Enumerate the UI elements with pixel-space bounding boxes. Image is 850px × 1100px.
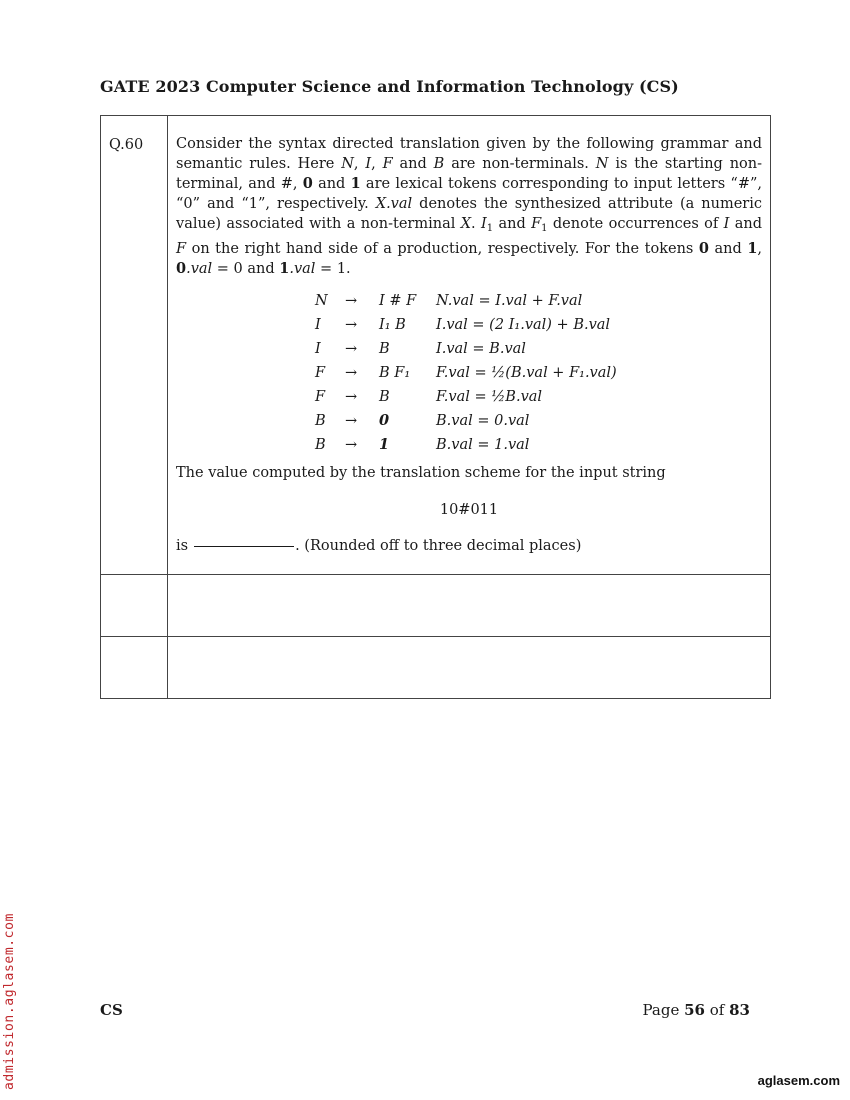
rule-row: F → B F₁ F.val = ½(B.val + F₁.val) <box>315 365 617 381</box>
answer-blank <box>194 546 294 547</box>
question-number: Q.60 <box>101 116 168 575</box>
footer-paper-code: CS <box>100 1001 123 1019</box>
rule-row: B → 1 B.val = 1.val <box>315 436 530 453</box>
rule-row: I → B I.val = B.val <box>315 341 526 357</box>
answer-line <box>176 536 762 556</box>
brand-text: aglasem.com <box>757 1073 840 1088</box>
rule-row: I → I₁ B I.val = (2 I₁.val) + B.val <box>315 317 611 333</box>
answer-suffix: . (Rounded off to three decimal places) <box>295 538 582 554</box>
watermark-text: admission.aglasem.com <box>2 913 17 1090</box>
empty-row <box>101 575 771 637</box>
input-string: 10#011 <box>439 502 499 518</box>
question-prompt: The value computed by the translation scheme for the input string <box>176 465 666 481</box>
rule-row: F → B F.val = ½B.val <box>315 389 543 405</box>
footer-page-number: Page 56 of 83 <box>642 1001 750 1019</box>
empty-row <box>101 637 771 699</box>
rule-row: N → I # F N.val = I.val + F.val <box>315 293 583 309</box>
question-table <box>100 115 771 699</box>
grammar-rules <box>315 289 617 457</box>
rule-row: B → 0 B.val = 0.val <box>315 412 530 429</box>
question-body <box>168 116 771 575</box>
question-intro: Consider the syntax directed translation given by the following grammar and semantic rules. Here N, I, F and B are non-terminals. N is the starting non-terminal, and #, 0 and 1 are lexical tokens corresponding to input letters “#”, “0” and “1”, respectively. X.val denotes the synthesized attribute (a numeric value) associated with a non-terminal X. $I_1$ and $F_1$ denote occurrences of I and F on the right hand side of a production, respectively. For the tokens 0 and 1, 0.val = 0 and 1.val = 1. <box>176 136 763 277</box>
answer-prefix: is <box>176 538 189 554</box>
question-row <box>101 116 771 575</box>
exam-header: GATE 2023 Computer Science and Information Technology (CS) <box>100 77 679 96</box>
